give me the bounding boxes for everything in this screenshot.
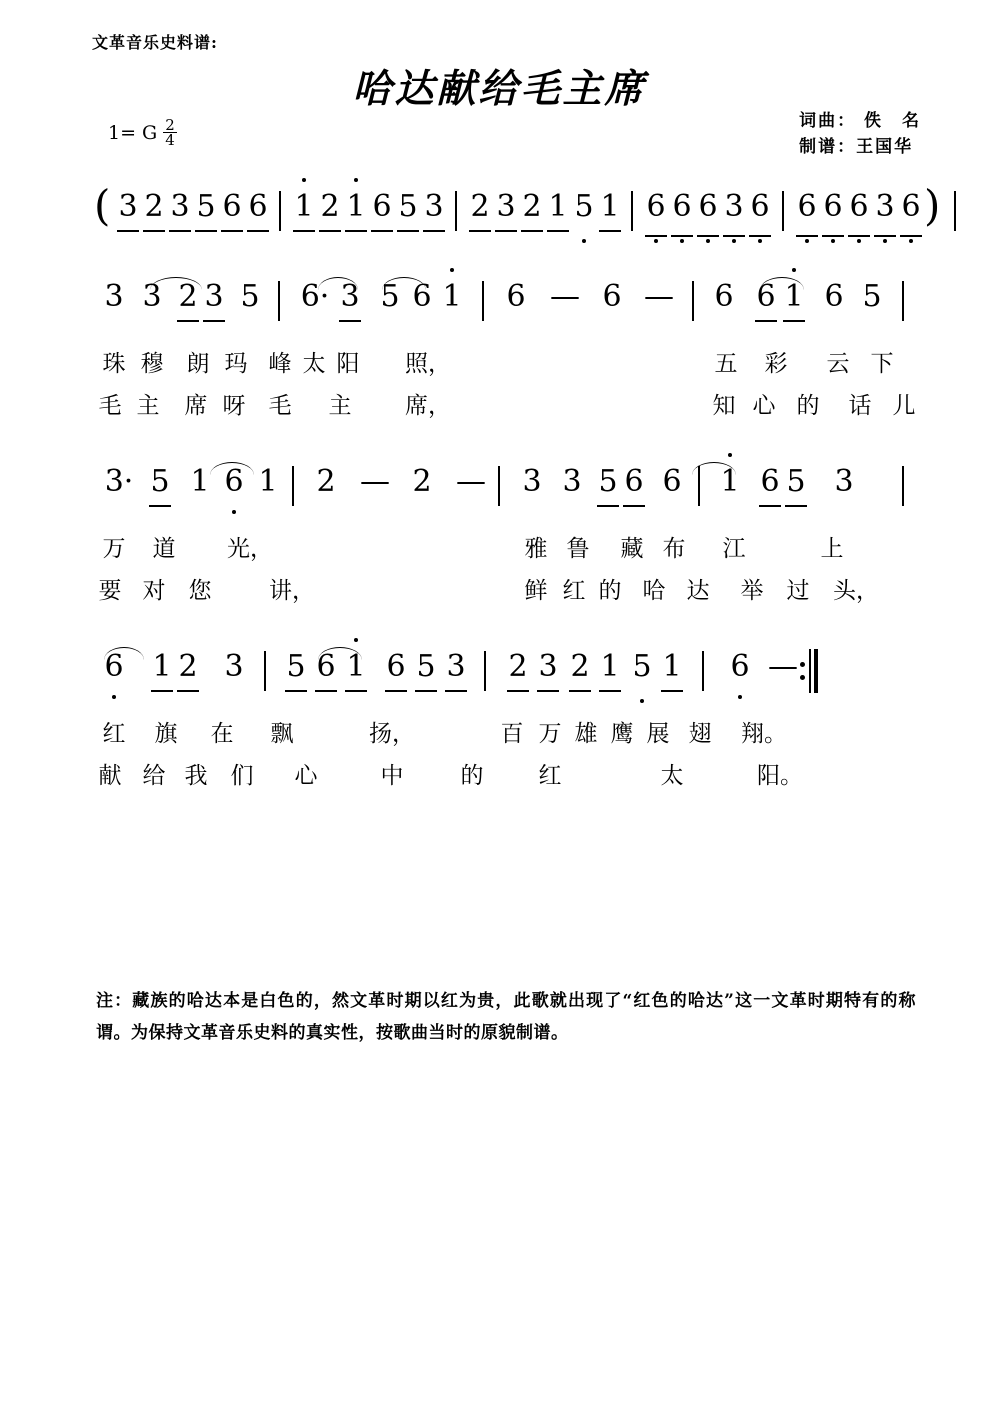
- lyric-char: 太: [302, 351, 326, 377]
- note: 6: [714, 279, 734, 314]
- note: 1: [292, 185, 316, 229]
- barline: [782, 191, 784, 231]
- note: 3: [142, 279, 162, 314]
- notes-row: [92, 181, 941, 247]
- note: 3: [422, 185, 446, 229]
- note: —: [644, 279, 674, 314]
- note: 6: [824, 279, 844, 314]
- lyric-char: 旗: [154, 721, 178, 747]
- lyric-char: 哈: [642, 578, 666, 604]
- note: 1: [258, 464, 278, 499]
- lyrics-row-verse2: [92, 757, 912, 793]
- barline: [702, 651, 704, 691]
- lyric-char: 布: [662, 536, 686, 562]
- note: 5: [784, 460, 808, 504]
- note: 1: [546, 185, 570, 229]
- barline: [482, 281, 484, 321]
- note: 6: [220, 185, 244, 229]
- note: 3: [536, 645, 560, 689]
- note: 5: [148, 460, 172, 504]
- note: 1: [344, 645, 368, 689]
- music-system-intro: [92, 181, 941, 247]
- lyric-char: 彩: [764, 351, 788, 377]
- note: 3: [444, 645, 468, 689]
- note: 6: [754, 275, 778, 319]
- notes-row: [92, 275, 912, 337]
- note: 6: [748, 185, 772, 229]
- lyric-char: 心: [294, 763, 318, 789]
- note: 3·: [104, 464, 134, 499]
- lyric-char: 的: [460, 763, 484, 789]
- barline: [292, 466, 294, 506]
- note: 1: [782, 275, 806, 319]
- barline: [902, 281, 904, 321]
- lyric-char: 下: [870, 351, 894, 377]
- note: 3: [873, 185, 897, 229]
- note: —: [768, 649, 798, 684]
- note: 6: [670, 185, 694, 229]
- barline: [902, 466, 904, 506]
- barline: [455, 191, 457, 231]
- note: 2: [142, 185, 166, 229]
- note: 6: [246, 185, 270, 229]
- lyric-char: 阳: [336, 351, 360, 377]
- lyric-char: 席，: [405, 393, 451, 419]
- note: 6: [102, 645, 126, 689]
- barline: [698, 466, 700, 506]
- lyric-char: 要: [98, 578, 122, 604]
- lyric-char: 献: [98, 763, 122, 789]
- note: 1: [598, 645, 622, 689]
- note: 1: [440, 275, 464, 319]
- collection-tag: 文革音乐史料谱:: [92, 33, 218, 52]
- lyric-char: 举: [740, 578, 764, 604]
- lyrics-row-verse1: [92, 715, 912, 751]
- lyric-char: 席: [184, 393, 208, 419]
- lyric-char: 红: [562, 578, 586, 604]
- note: 2: [468, 185, 492, 229]
- music-system-1: [92, 275, 916, 423]
- lyric-char: 光，: [227, 536, 273, 562]
- music-system-3: [92, 645, 912, 793]
- lyric-char: 达: [686, 578, 710, 604]
- note: 5: [414, 645, 438, 689]
- note: 3: [522, 464, 542, 499]
- note: 2: [520, 185, 544, 229]
- note: 3: [722, 185, 746, 229]
- credits: [799, 108, 921, 160]
- note: 6: [644, 185, 668, 229]
- lyric-char: 穆: [140, 351, 164, 377]
- lyric-char: 云: [826, 351, 850, 377]
- barline: [498, 466, 500, 506]
- credit-transcriber: 制谱：王国华: [799, 137, 914, 157]
- barline: [279, 191, 281, 231]
- note: 3: [834, 464, 854, 499]
- note: 5: [240, 279, 260, 314]
- lyric-char: 雅: [524, 536, 548, 562]
- lyric-char: 心: [752, 393, 776, 419]
- note: 2: [318, 185, 342, 229]
- note: 6: [847, 185, 871, 229]
- notes-row: [92, 460, 912, 522]
- note: 5: [284, 645, 308, 689]
- lyric-char: 在: [210, 721, 234, 747]
- note: 6: [758, 460, 782, 504]
- lyric-char: 雄: [574, 721, 598, 747]
- key-and-meter: [108, 118, 177, 147]
- note: 2: [568, 645, 592, 689]
- note: 2: [176, 275, 200, 319]
- barline: [954, 191, 956, 231]
- note: 5: [596, 460, 620, 504]
- notes-row: [92, 645, 912, 707]
- note: 5: [630, 645, 654, 689]
- lyric-char: 主: [136, 393, 160, 419]
- note: 6: [662, 464, 682, 499]
- note: 3: [116, 185, 140, 229]
- note: 5: [194, 185, 218, 229]
- note: 1: [190, 464, 210, 499]
- lyric-char: 我: [184, 763, 208, 789]
- note: 1: [598, 185, 622, 229]
- lyric-char: 鲜: [524, 578, 548, 604]
- open-paren: (: [94, 181, 111, 230]
- lyric-char: 鲁: [566, 536, 590, 562]
- note: 3: [338, 275, 362, 319]
- lyric-char: 们: [230, 763, 254, 789]
- note: 2: [412, 464, 432, 499]
- lyric-char: 头，: [833, 578, 879, 604]
- note: 1: [660, 645, 684, 689]
- lyric-char: 百: [500, 721, 524, 747]
- lyrics-row-verse2: [92, 387, 916, 423]
- note: 6: [899, 185, 923, 229]
- lyric-char: 毛: [98, 393, 122, 419]
- lyric-char: 毛: [268, 393, 292, 419]
- note: 6: [622, 460, 646, 504]
- note: 5: [572, 185, 596, 229]
- note: —: [456, 464, 486, 499]
- meter-numerator: 2: [165, 116, 175, 134]
- lyric-char: 中: [380, 763, 404, 789]
- barline: [484, 651, 486, 691]
- lyric-char: 万: [102, 536, 126, 562]
- time-signature: [163, 118, 177, 147]
- lyric-char: 儿: [892, 393, 916, 419]
- lyric-char: 道: [152, 536, 176, 562]
- lyric-char: 五: [714, 351, 738, 377]
- lyric-char: 的: [796, 393, 820, 419]
- note: 1: [150, 645, 174, 689]
- lyric-char: 万: [538, 721, 562, 747]
- lyrics-row-verse1: [92, 345, 912, 381]
- note: 1: [344, 185, 368, 229]
- note: 2: [506, 645, 530, 689]
- close-paren: ): [924, 181, 941, 230]
- lyric-char: 阳。: [757, 763, 803, 789]
- footnote: 注：藏族的哈达本是白色的，然文革时期以红为贵，此歌就出现了“红色的哈达”这一文革时期特有的称谓。为保持文革音乐史料的真实性，按歌曲当时的原貌制谱。: [96, 991, 916, 1043]
- music-system-2: [92, 460, 912, 608]
- note: 6: [602, 279, 622, 314]
- lyric-char: 话: [848, 393, 872, 419]
- lyric-char: 翔。: [741, 721, 787, 747]
- barline: [278, 281, 280, 321]
- lyric-char: 呀: [222, 393, 246, 419]
- note: 6: [370, 185, 394, 229]
- note: 3: [168, 185, 192, 229]
- lyric-char: 峰: [268, 351, 292, 377]
- lyric-char: 飘: [270, 721, 294, 747]
- lyric-char: 红: [102, 721, 126, 747]
- lyric-char: 给: [142, 763, 166, 789]
- lyric-char: 您: [188, 578, 212, 604]
- lyric-char: 照，: [405, 351, 451, 377]
- note: 2: [316, 464, 336, 499]
- barline: [631, 191, 633, 231]
- note: 6: [506, 279, 526, 314]
- lyric-char: 江: [722, 536, 746, 562]
- note: 2: [176, 645, 200, 689]
- lyric-char: 主: [328, 393, 352, 419]
- note: 6: [314, 645, 338, 689]
- lyric-char: 太: [660, 763, 684, 789]
- lyric-char: 知: [712, 393, 736, 419]
- barline: [692, 281, 694, 321]
- lyric-char: 展: [646, 721, 670, 747]
- note: —: [550, 279, 580, 314]
- lyric-char: 对: [142, 578, 166, 604]
- key-label: 1= G: [108, 121, 158, 144]
- lyric-char: 过: [786, 578, 810, 604]
- lyric-char: 讲，: [269, 578, 315, 604]
- note: 6: [384, 645, 408, 689]
- lyric-char: 藏: [620, 536, 644, 562]
- note: 6: [728, 645, 752, 689]
- note: 6: [412, 279, 432, 314]
- note: 6: [795, 185, 819, 229]
- meter-denominator: 4: [165, 131, 175, 149]
- lyric-char: 玛: [224, 351, 248, 377]
- lyric-char: 鹰: [610, 721, 634, 747]
- note: 3: [494, 185, 518, 229]
- lyric-char: 翅: [688, 721, 712, 747]
- note: —: [360, 464, 390, 499]
- note: 5: [396, 185, 420, 229]
- note: 5: [380, 279, 400, 314]
- note: 3: [562, 464, 582, 499]
- lyric-char: 珠: [102, 351, 126, 377]
- note: 3: [224, 649, 244, 684]
- lyric-char: 扬，: [369, 721, 415, 747]
- lyric-char: 上: [820, 536, 844, 562]
- lyric-char: 朗: [186, 351, 210, 377]
- lyric-char: 红: [538, 763, 562, 789]
- lyrics-row-verse2: [92, 572, 912, 608]
- note: 5: [862, 279, 882, 314]
- credit-composer: 词曲： 佚 名: [799, 111, 921, 131]
- note: 6·: [300, 279, 330, 314]
- note: 6: [222, 460, 246, 504]
- note: 6: [821, 185, 845, 229]
- note: 1: [718, 460, 742, 504]
- note: 6: [696, 185, 720, 229]
- barline: [264, 651, 266, 691]
- page-title: 哈达献给毛主席: [352, 66, 647, 112]
- lyrics-row-verse1: [92, 530, 912, 566]
- note: 3: [202, 275, 226, 319]
- lyric-char: 的: [598, 578, 622, 604]
- note: 3: [104, 279, 124, 314]
